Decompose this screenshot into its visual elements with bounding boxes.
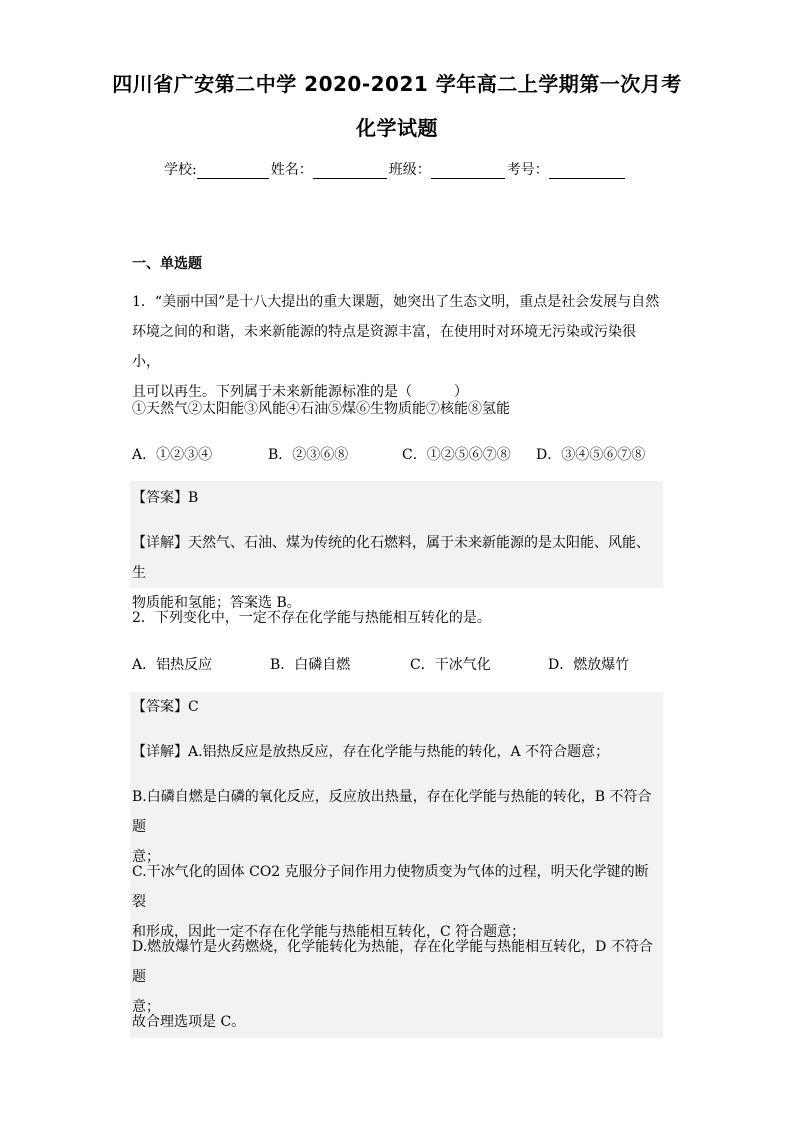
q2-explanation-line: 意； — [132, 999, 160, 1015]
class-field[interactable] — [431, 164, 505, 179]
exam-no-field[interactable] — [549, 164, 625, 179]
q1-option-b[interactable]: B．②③⑥⑧ — [268, 447, 349, 463]
q2-option-c[interactable]: C．干冰气化 — [410, 657, 491, 673]
q1-stem-line: 1．“美丽中国”是十八大提出的重大课题，她突出了生态文明，重点是社会发展与自然 — [132, 294, 660, 310]
q2-explanation-line: B.白磷自燃是白磷的氧化反应，反应放出热量，存在化学能与热能的转化，B 不符合题 — [132, 789, 652, 835]
section-heading: 一、单选题 — [132, 256, 202, 272]
q1-items: ①天然气②太阳能③风能④石油⑤煤⑥生物质能⑦核能⑧氢能 — [132, 401, 510, 417]
q2-explanation-line: C.干冰气化的固体 CO2 克服分子间作用力使物质变为气体的过程，明天化学键的断裂 — [132, 864, 649, 910]
q1-option-a[interactable]: A．①②③④ — [132, 447, 213, 463]
q2-explanation-line: 意； — [132, 849, 160, 865]
page-subtitle: 化学试题 — [356, 116, 438, 140]
student-info-row — [164, 159, 627, 179]
q2-stem: 2．下列变化中，一定不存在化学能与热能相互转化的是。 — [132, 610, 491, 626]
page-title: 四川省广安第二中学 2020-2021 学年高二上学期第一次月考 — [112, 72, 682, 96]
q1-answer: 【答案】B — [132, 490, 199, 506]
q2-option-a[interactable]: A．铝热反应 — [132, 657, 213, 673]
q1-explanation-line: 物质能和氢能；答案选 B。 — [132, 595, 301, 611]
q2-conclusion: 故合理选项是 C。 — [132, 1014, 246, 1030]
school-label: 学校: — [164, 162, 197, 178]
class-label: 班级： — [388, 162, 431, 178]
exam-no-label: 考号： — [506, 162, 549, 178]
q1-option-c[interactable]: C．①②⑤⑥⑦⑧ — [402, 447, 511, 463]
q2-explanation-line: D.燃放爆竹是火药燃烧，化学能转化为热能，存在化学能与热能相互转化，D 不符合题 — [132, 939, 653, 985]
q1-option-d[interactable]: D．③④⑤⑥⑦⑧ — [536, 447, 646, 463]
q2-option-b[interactable]: B．白磷自燃 — [270, 657, 351, 673]
q2-explanation-a: 【详解】A.铝热反应是放热反应，存在化学能与热能的转化，A 不符合题意； — [132, 744, 610, 760]
q1-stem-line: 环境之间的和谐，未来新能源的特点是资源丰富，在使用时对环境无污染或污染很小， — [132, 324, 636, 370]
school-field[interactable] — [197, 164, 269, 179]
q1-stem-line: 且可以再生。下列属于未来新能源标准的是（ ） — [132, 384, 468, 400]
q1-stem — [132, 287, 662, 407]
name-field[interactable] — [313, 164, 387, 179]
q1-explanation-line: 【详解】天然气、石油、煤为传统的化石燃料，属于未来新能源的是太阳能、风能、生 — [132, 535, 650, 581]
q2-answer: 【答案】C — [132, 699, 199, 715]
q2-explanation-line: 和形成，因此一定不存在化学能与热能相互转化，C 符合题意； — [132, 924, 526, 940]
q2-option-d[interactable]: D．燃放爆竹 — [548, 657, 630, 673]
name-label: 姓名： — [270, 162, 313, 178]
